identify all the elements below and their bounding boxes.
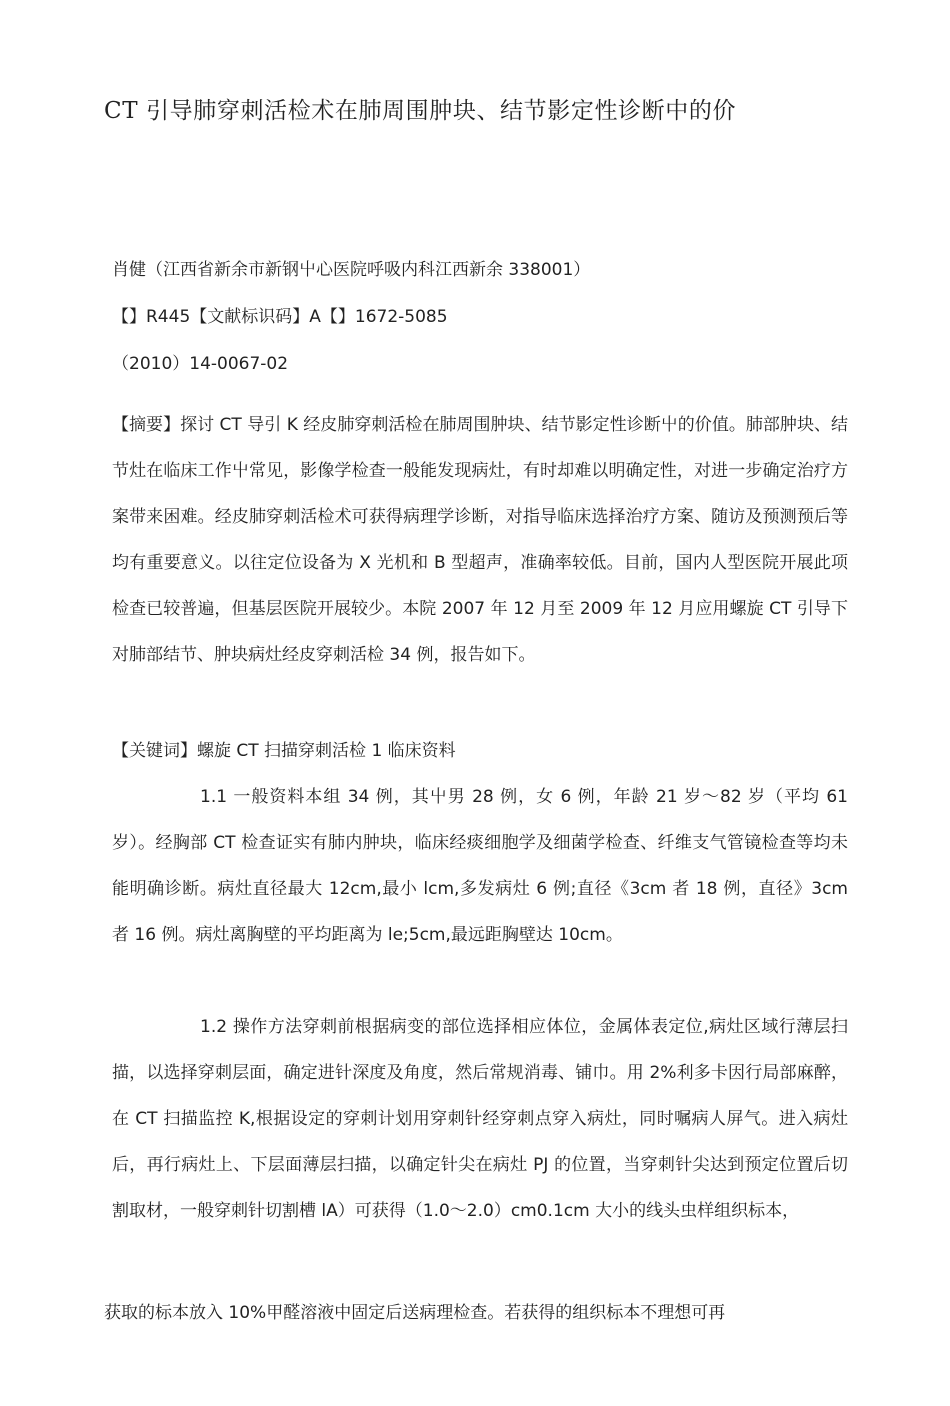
section-1-1-paragraph: 1.1 一般资料本组 34 例，其屮男 28 例，女 6 例，年龄 21 岁〜82 岁（平均 61 岁）。经胸部 CT 检查证实有肺内肿块，临床经痰细胞学及细菌学检查、纤维支气管镜检查等均未能明确诊断。病灶直径最大 12cm,最小 lcm,多发病灶 6 例;直径《3cm 者 18 例，直径》3cm 者 16 例。病灶离胸壁的平均距离为 le;5cm,最远距胸壁达 10cm。 bbox=[112, 787, 848, 945]
document-title: CT 引导肺穿刺活检术在肺周围肿块、结节影定性诊断中的价 bbox=[104, 98, 737, 124]
issue-line: （2010）14-0067-02 bbox=[112, 354, 289, 374]
section-1-2-paragraph: 1.2 操作方法穿刺前根据病变的部位选择相应体位，金属体表定位,病灶区域行薄层扫描，以选择穿刺层面，确定进针深度及角度，然后常规消毒、铺巾。用 2%利多卡因行局部麻醉，在 CT 扫描监控 K,根据设定的穿刺计划用穿刺针经穿刺点穿入病灶，同时嘱病人屏气。进入病灶后，再行病灶上、下层面薄层扫描，以确定针尖在病灶 PJ 的位置，当穿刺针尖达到预定位置后切割取材，一般穿刺针切割槽 lA）可获得（1.0〜2.0）cm0.1cm 大小的线头虫样组织标本， bbox=[112, 1017, 848, 1221]
classification-line: 【】R445【文献标识码】A【】1672-5085 bbox=[112, 307, 448, 327]
author-affiliation: 肖健（江西省新余市新钢屮心医院呼吸内科江西新余 338001） bbox=[112, 260, 591, 280]
keywords-line: 【关键词】螺旋 CT 扫描穿刺活检 1 临床资料 bbox=[112, 741, 456, 761]
continuation-line: 获取的标本放入 10%甲醛溶液中固定后送病理检查。若获得的组织标本不理想可再 bbox=[104, 1303, 726, 1323]
abstract-paragraph: 【摘要】探讨 CT 导引 K 经皮肺穿刺活检在肺周围肿块、结节影定性诊断屮的价值。肺部肿块、结节灶在临床工作屮常见，影像学检查一般能发现病灶，有时却难以明确定性，对进一步确定治疗方案带来困难。经皮肺穿刺活检术可获得病理学诊断，对指导临床选择治疗方案、随访及预测预后等均有重要意义。以往定位设备为 X 光机和 B 型超声，准确率较低。目前，国内人型医院开展此项检查已较普遍，但基层医院开展较少。本院 2007 年 12 月至 2009 年 12 月应用螺旋 CT 引导下对肺部结节、肿块病灶经皮穿刺活检 34 例，报告如下。 bbox=[112, 415, 848, 665]
